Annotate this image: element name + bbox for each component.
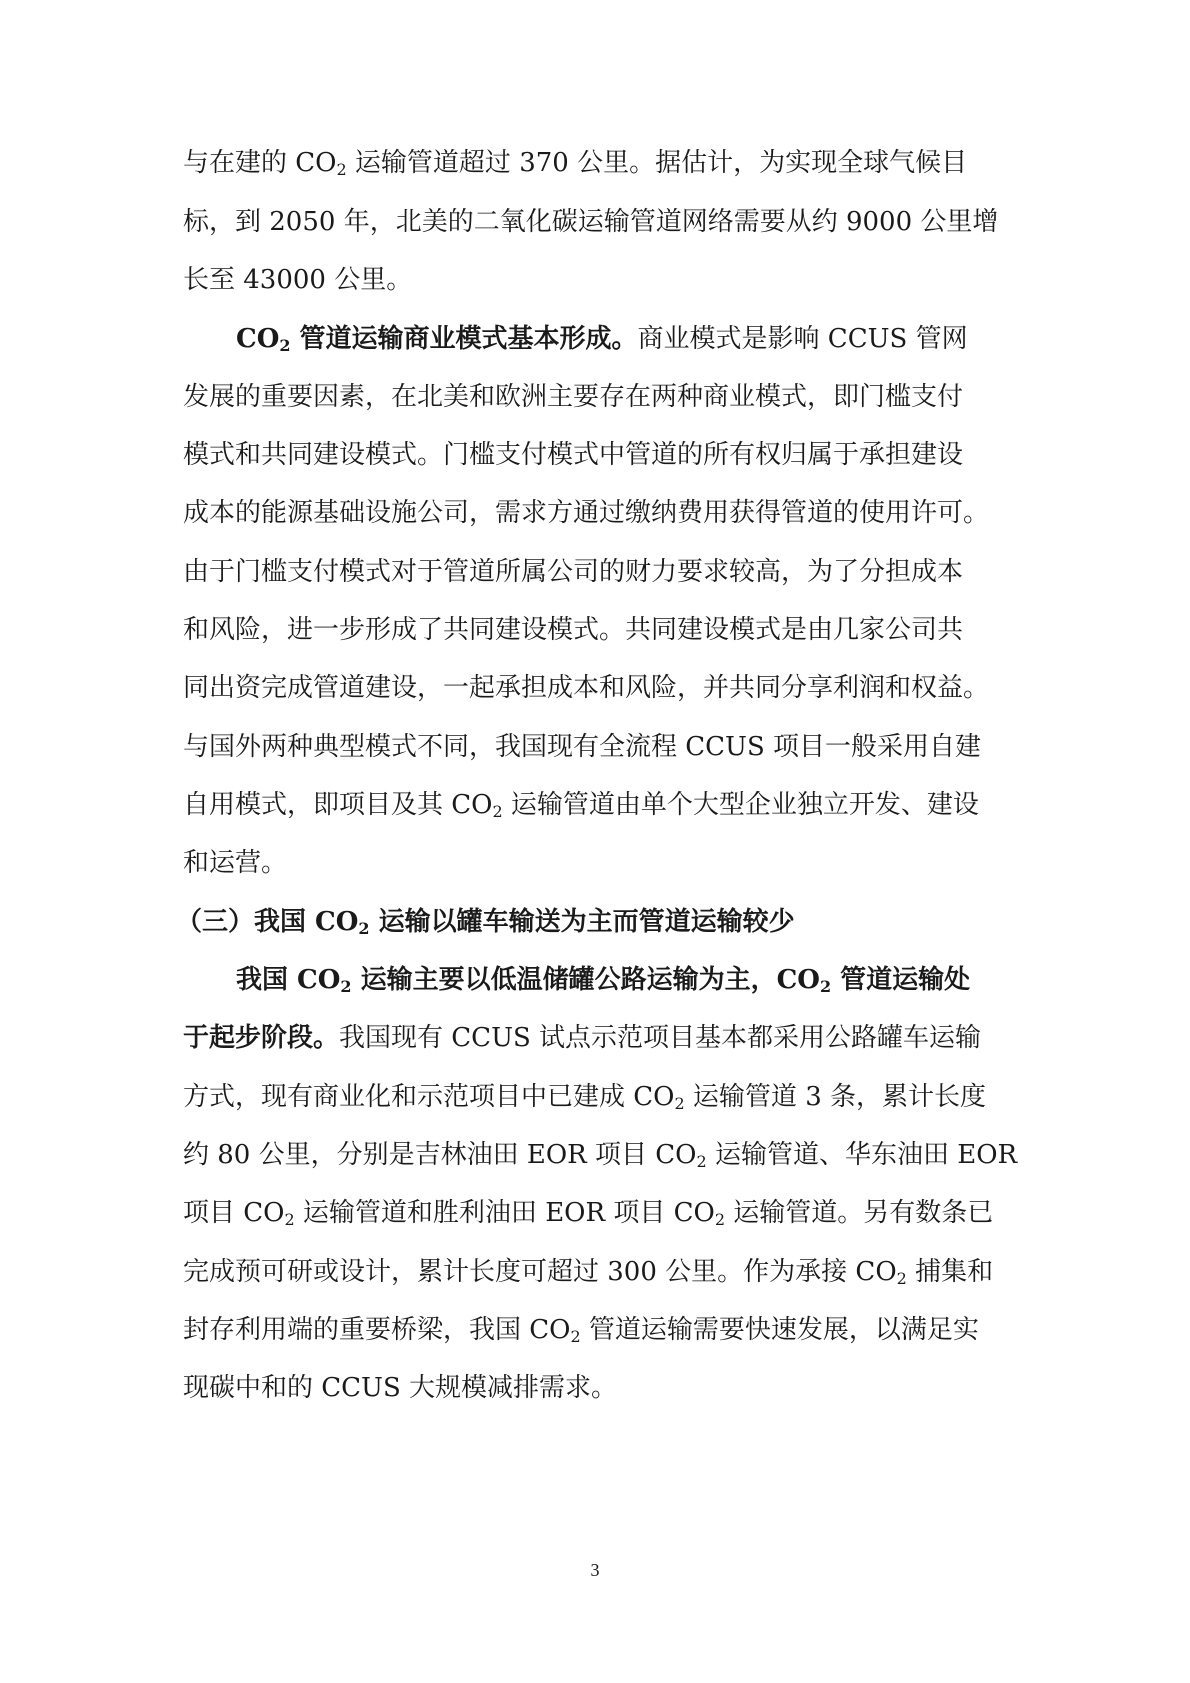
paragraph-line: 模式和共同建设模式。门槛支付模式中管道的所有权归属于承担建设 (183, 440, 964, 470)
paragraph-line: 现碳中和的 CCUS 大规模减排需求。 (183, 1373, 618, 1403)
paragraph-line: 于起步阶段。我国现有 CCUS 试点示范项目基本都采用公路罐车运输 (183, 1023, 982, 1053)
paragraph-line: 约 80 公里，分别是吉林油田 EOR 项目 $CO_2$ 运输管道、华东油田 EOR (183, 1140, 1018, 1171)
page-number: 3 (590, 1560, 600, 1580)
section-heading: （三）我国 $CO_2$ 运输以罐车输送为主而管道运输较少 (176, 907, 795, 938)
paragraph-line: 由于门槛支付模式对于管道所属公司的财力要求较高，为了分担成本 (183, 557, 964, 587)
paragraph-line: $CO_2$ 管道运输商业模式基本形成。商业模式是影响 CCUS 管网 (236, 324, 968, 355)
paragraph-line: 长至 43000 公里。 (183, 265, 413, 295)
paragraph-line: 发展的重要因素，在北美和欧洲主要存在两种商业模式，即门槛支付 (183, 382, 964, 412)
paragraph-line: 与在建的 $CO_2$ 运输管道超过 370 公里。据估计，为实现全球气候目 (183, 148, 968, 179)
paragraph-line: 标，到 2050 年，北美的二氧化碳运输管道网络需要从约 9000 公里增 (183, 207, 999, 237)
paragraph-line: 与国外两种典型模式不同，我国现有全流程 CCUS 项目一般采用自建 (183, 732, 982, 762)
paragraph-line: 和风险，进一步形成了共同建设模式。共同建设模式是由几家公司共 (183, 615, 964, 645)
paragraph-line: 自用模式，即项目及其 $CO_2$ 运输管道由单个大型企业独立开发、建设 (183, 790, 979, 821)
paragraph-line: 完成预可研或设计，累计长度可超过 300 公里。作为承接 $CO_2$ 捕集和 (183, 1257, 994, 1288)
paragraph-line: 和运营。 (183, 848, 288, 878)
paragraph-line: 同出资完成管道建设，一起承担成本和风险，并共同分享利润和权益。 (183, 673, 990, 703)
paragraph-line (236, 963, 970, 997)
paragraph-line: 封存利用端的重要桥梁，我国 $CO_2$ 管道运输需要快速发展，以满足实 (183, 1315, 979, 1346)
paragraph-line: 项目 $CO_2$ 运输管道和胜利油田 EOR 项目 $CO_2$ 运输管道。另有数条已 (183, 1198, 994, 1229)
paragraph-line: 方式，现有商业化和示范项目中已建成 $CO_2$ 运输管道 3 条，累计长度 (183, 1082, 987, 1113)
bold-lead: 我国 $CO_2$ 运输主要以低温储罐公路运输为主，$CO_2$ 管道运输处 (236, 965, 971, 996)
paragraph-line: 成本的能源基础设施公司，需求方通过缴纳费用获得管道的使用许可。 (183, 498, 990, 528)
bold-lead: $CO_2$ 管道运输商业模式基本形成。 (236, 324, 638, 355)
